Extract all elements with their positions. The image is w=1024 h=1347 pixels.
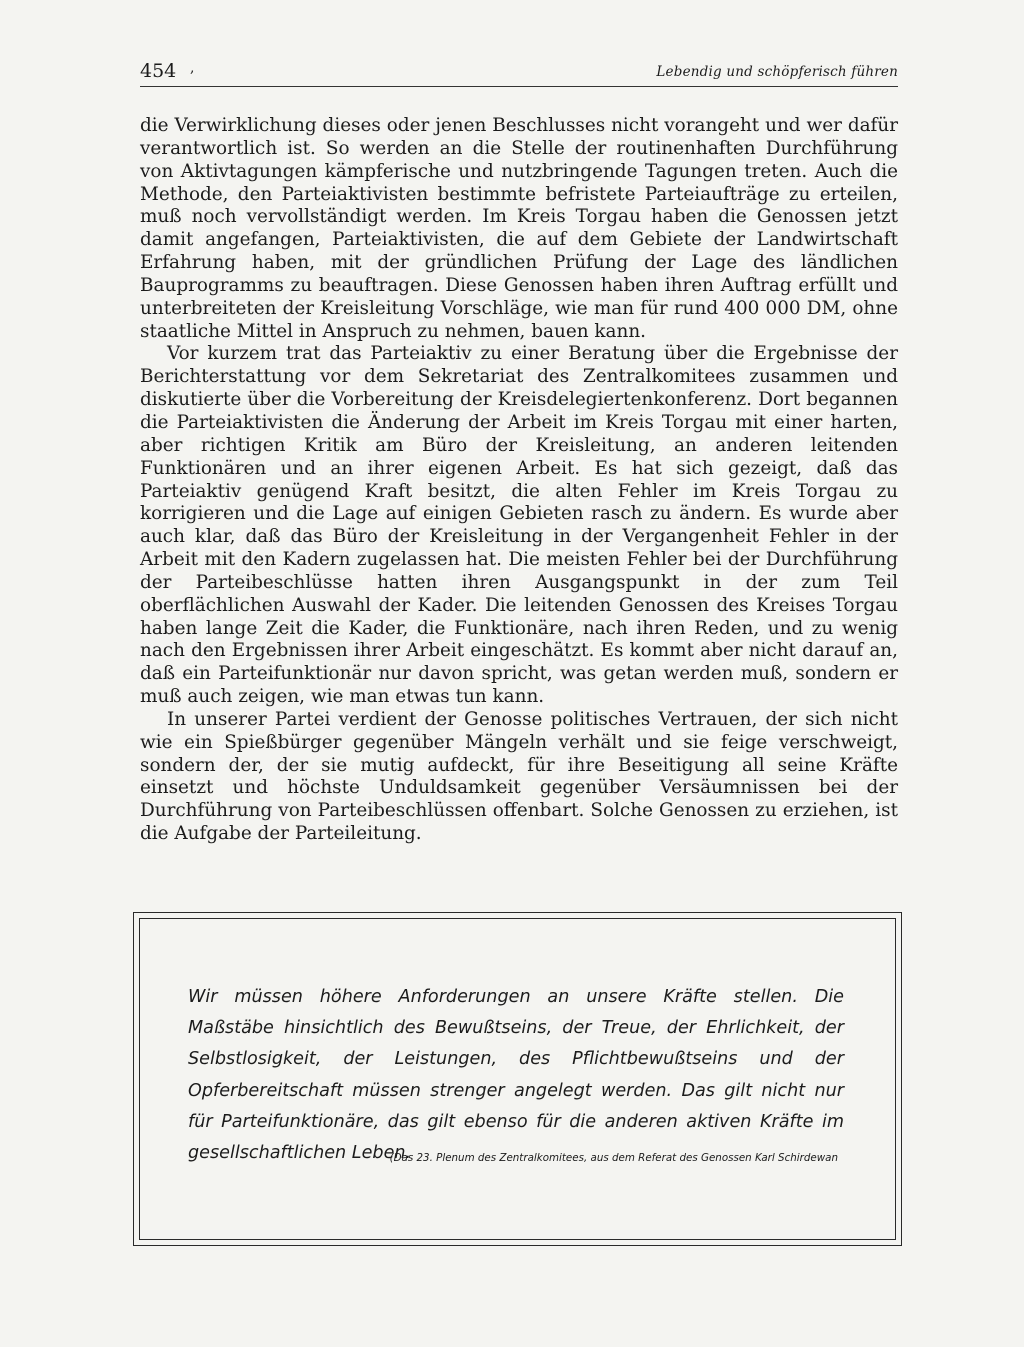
- quote-text: [188, 982, 844, 1169]
- header-mark: ,: [190, 60, 195, 76]
- body-text: [140, 115, 898, 846]
- page-header: [140, 60, 898, 87]
- paragraph-2: Vor kurzem trat das Parteiaktiv zu einer Beratung über die Ergebnisse der Berichterstattung vor dem Sekretariat des Zentralkomitees zusammen und diskutierte über die Vorbereitung der Kreisdelegiertenkonferenz. Dort begannen die Parteiaktivisten die Änderung der Arbeit im Kreis Torgau mit einer harten, aber richtigen Kritik am Büro der Kreisleitung, an anderen leitenden Funktionären und an ihrer eigenen Arbeit. Es hat sich gezeigt, daß das Parteiaktiv genügend Kraft besitzt, die alten Fehler im Kreis Torgau zu korrigieren und die Lage auf einigen Gebieten rasch zu ändern. Es wurde aber auch klar, daß das Büro der Kreisleitung in der Vergangenheit Fehler in der Arbeit mit den Kadern zugelassen hat. Die meisten Fehler bei der Durchführung der Parteibeschlüsse hatten ihren Ausgangspunkt in der zum Teil oberflächlichen Auswahl der Kader. Die leitenden Genossen des Kreises Torgau haben lange Zeit die Kader, die Funktionäre, nach ihren Reden, und zu wenig nach den Ergebnissen ihrer Arbeit eingeschätzt. Es kommt aber nicht darauf an, daß ein Parteifunktionär nur davon spricht, was getan werden muß, sondern er muß auch zeigen, wie man etwas tun kann.: [140, 343, 898, 708]
- paragraph-1: die Verwirklichung dieses oder jenen Beschlusses nicht vorangeht und wer dafür verantwortlich ist. So werden an die Stelle der routinenhaften Durchführung von Aktivtagungen kämpferische und nutzbringende Tagungen treten. Auch die Methode, den Parteiaktivisten bestimmte befristete Parteiaufträge zu erteilen, muß noch vervollständigt werden. Im Kreis Torgau haben die Genossen jetzt damit angefangen, Parteiaktivisten, die auf dem Gebiete der Landwirtschaft Erfahrung haben, mit der gründlichen Prüfung der Lage des ländlichen Bauprogramms zu beauftragen. Diese Genossen haben ihren Auftrag erfüllt und unterbreiteten der Kreisleitung Vorschläge, wie man für rund 400 000 DM, ohne staatliche Mittel in Anspruch zu nehmen, bauen kann.: [140, 115, 898, 342]
- page-number: 454: [140, 60, 177, 82]
- quote-body: Wir müssen höhere Anforderungen an unsere Kräfte stellen. Die Maßstäbe hinsichtlich des Bewußtseins, der Treue, der Ehrlichkeit, der Selbstlosigkeit, der Leistungen, des Pflichtbewußtseins und der Opferbereitschaft müssen strenger angelegt werden. Das gilt nicht nur für Parteifunktionäre, das gilt ebenso für die anderen aktiven Kräfte im gesellschaftlichen Leben.: [188, 987, 844, 1164]
- quote-source: (Das 23. Plenum des Zentralkomitees, aus dem Referat des Genossen Karl Schirdewan: [389, 1152, 838, 1164]
- running-title: Lebendig und schöpferisch führen: [656, 64, 898, 80]
- paragraph-3: In unserer Partei verdient der Genosse politisches Vertrauen, der sich nicht wie ein Spießbürger gegenüber Mängeln verhält und sie feige verschweigt, sondern der, der sie mutig aufdeckt, für ihre Beseitigung all seine Kräfte einsetzt und höchste Unduldsamkeit gegenüber Versäumnissen bei der Durchführung von Parteibeschlüssen offenbart. Solche Genossen zu erziehen, ist die Aufgabe der Parteileitung.: [140, 708, 898, 845]
